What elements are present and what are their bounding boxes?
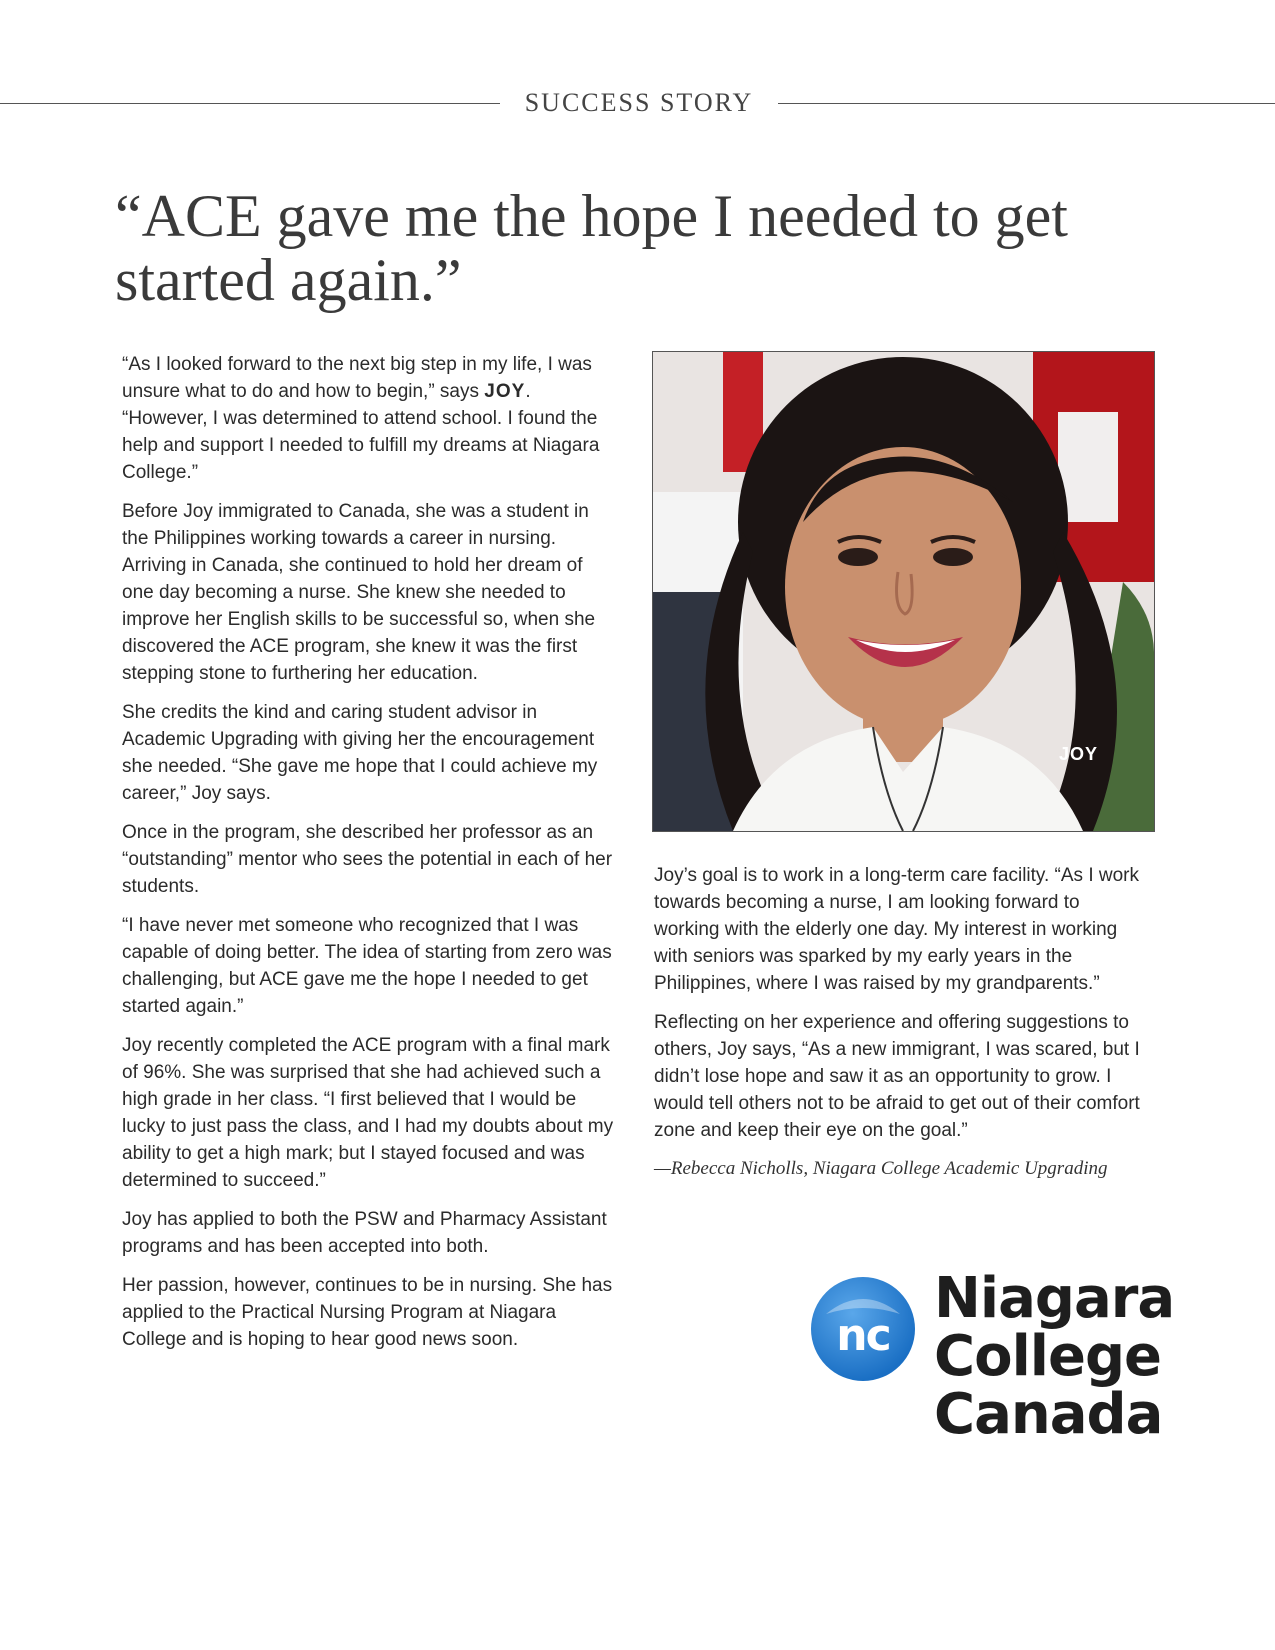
paragraph-6: Joy recently completed the ACE program with a final mark of 96%. She was surprised that she had achieved such a high grade in her class. “I first believed that I would be lucky to just pass the class, and I had my doubts about my ability to get a high mark; but I stayed focused and was determined to succeed.” (122, 1035, 614, 1191)
niagara-college-logo (808, 1266, 1175, 1464)
student-name: JOY (484, 381, 526, 402)
photo-caption: JOY (1058, 744, 1098, 764)
left-column (122, 351, 614, 1365)
logo-wordmark (934, 1266, 1175, 1447)
paragraph-8: Her passion, however, continues to be in nursing. She has applied to the Practical Nursing Program at Niagara College and is hoping to hear good news soon. (122, 1275, 613, 1350)
paragraph-1: “As I looked forward to the next big step in my life, I was unsure what to do and how to begin,” says JOY. “However, I was determined to attend school. I found the help and support I needed to fulfill my dreams at Niagara College.” (122, 354, 600, 483)
headline-quote: “ACE gave me the hope I needed to get started again.” (115, 183, 1068, 313)
student-photo (652, 351, 1155, 832)
section-label: SUCCESS STORY (524, 88, 754, 117)
paragraph-2: Before Joy immigrated to Canada, she was a student in the Philippines working towards a career in nursing. Arriving in Canada, she continued to hold her dream of one day becoming a nurse. She knew she needed to improve her English skills to be successful so, when she discovered the ACE program, she knew it was the first stepping stone to furthering her education. (122, 501, 596, 684)
logo-line-1: Niagara (934, 1266, 1175, 1331)
paragraph-9: Joy’s goal is to work in a long-term care facility. “As I work towards becoming a nurse, I am looking forward to working with the elderly one day. My interest in working with seniors was sparked by my early years in the Philippines, where I was raised by my grandparents.” (654, 865, 1140, 994)
paragraph-4: Once in the program, she described her professor as an “outstanding” mentor who sees the potential in each of her students. (122, 822, 613, 897)
right-column (654, 862, 1149, 1182)
header-rule-left (0, 103, 500, 104)
header-rule-right (778, 103, 1275, 104)
logo-line-2: College (934, 1324, 1162, 1389)
paragraph-7: Joy has applied to both the PSW and Pharmacy Assistant programs and has been accepted into both. (122, 1209, 607, 1257)
attribution: —Rebecca Nicholls, Niagara College Academic Upgrading (654, 1158, 1108, 1179)
paragraph-10: Reflecting on her experience and offering suggestions to others, Joy says, “As a new immigrant, I was scared, but I didn’t lose hope and saw it as an opportunity to grow. I would tell others not to be afraid to get out of their comfort zone and keep their eye on the goal.” (654, 1012, 1140, 1141)
paragraph-3: She credits the kind and caring student advisor in Academic Upgrading with giving her the encouragement she needed. “She gave me hope that I could achieve my career,” Joy says. (122, 702, 598, 804)
logo-mark-text: nc (836, 1310, 890, 1361)
paragraph-5: “I have never met someone who recognized that I was capable of doing better. The idea of starting from zero was challenging, but ACE gave me the hope I needed to get started again.” (122, 915, 612, 1017)
logo-line-3: Canada (934, 1382, 1163, 1447)
